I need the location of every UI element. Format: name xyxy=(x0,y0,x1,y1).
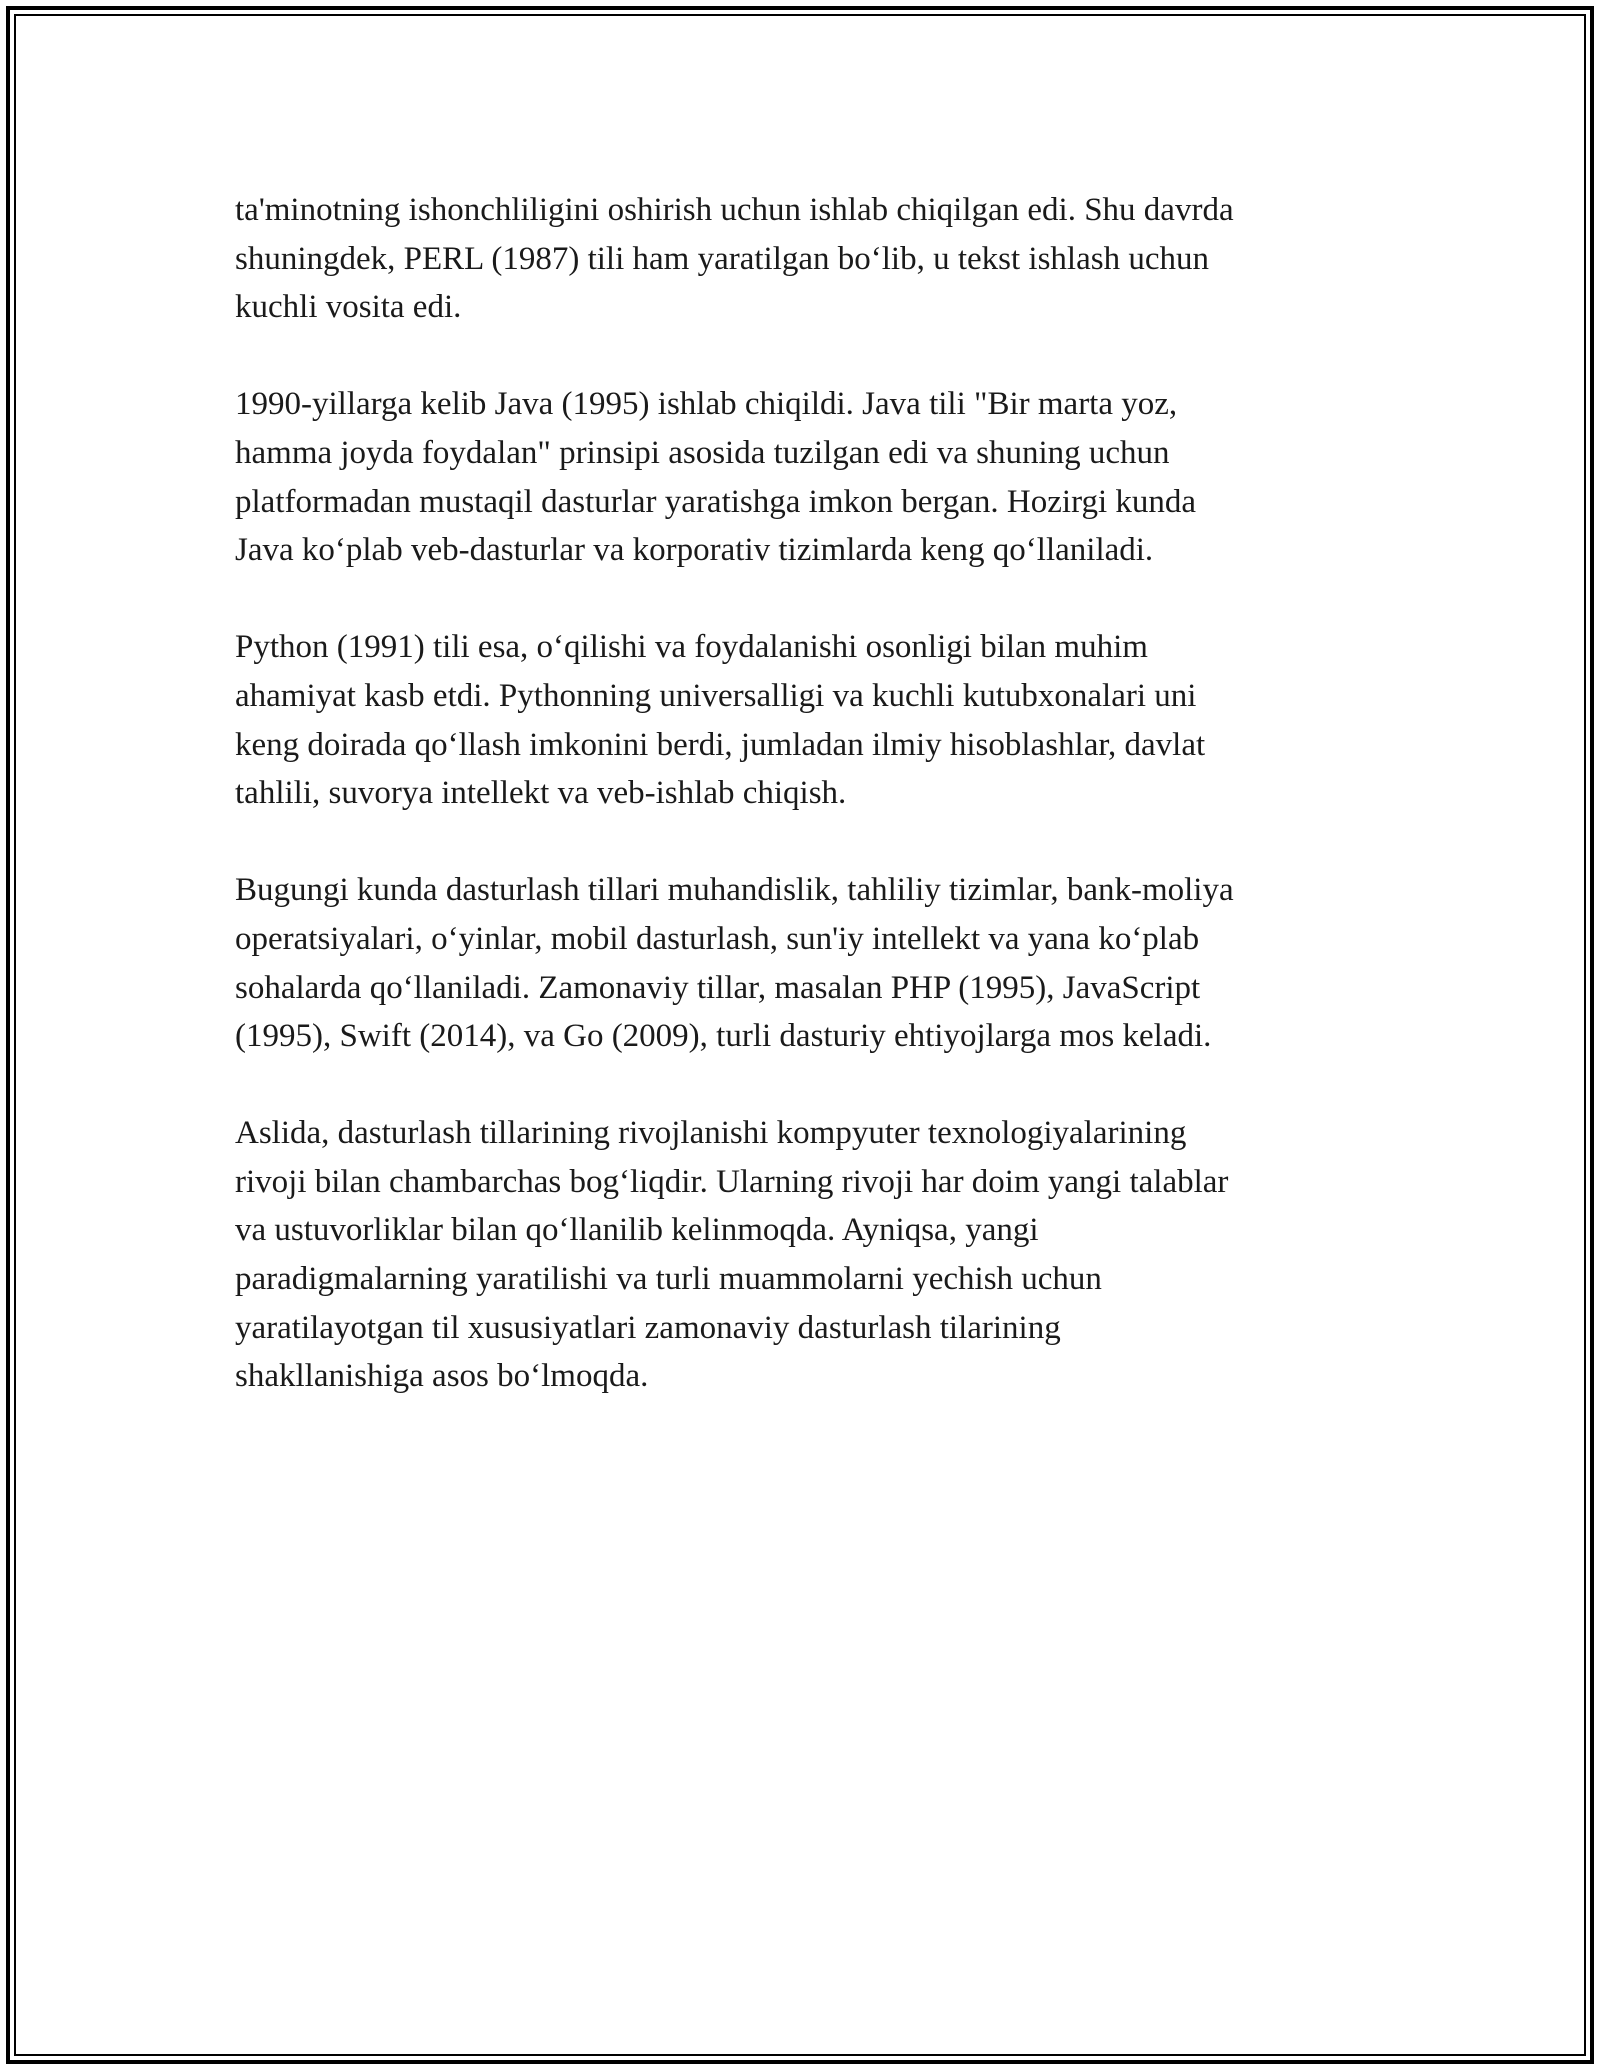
text-line: (1995), Swift (2014), va Go (2009), turli dasturiy ehtiyojlarga mos keladi. xyxy=(235,1018,1212,1055)
text-line: hamma joyda foydalan" prinsipi asosida tuzilgan edi va shuning uchun xyxy=(235,434,1170,471)
text-line: ta'minotning ishonchliligini oshirish uchun ishlab chiqilgan edi. Shu davrda xyxy=(235,192,1234,228)
text-line: paradigmalarning yaratilishi va turli muammolarni yechish uchun xyxy=(235,1261,1102,1298)
text-line: sohalarda qo‘llaniladi. Zamonaviy tillar, masalan PHP (1995), JavaScript xyxy=(235,969,1201,1006)
text-line: yaratilayotgan til xususiyatlari zamonaviy dasturlash tilarining xyxy=(235,1309,1061,1346)
text-line: rivoji bilan chambarchas bog‘liqdir. Ularning rivoji har doim yangi talablar xyxy=(235,1163,1229,1200)
paragraph-4 xyxy=(235,866,1365,1060)
text-line: Aslida, dasturlash tillarining rivojlanishi kompyuter texnologiyalarining xyxy=(235,1115,1187,1152)
paragraph-5 xyxy=(235,1109,1365,1401)
text-line: kuchli vosita edi. xyxy=(235,289,462,326)
text-line: shuningdek, PERL (1987) tili ham yaratilgan bo‘lib, u tekst ishlash uchun xyxy=(235,240,1209,277)
text-line: shakllanishiga asos bo‘lmoqda. xyxy=(235,1358,649,1395)
paragraph-3 xyxy=(235,623,1365,817)
text-line: keng doirada qo‘llash imkonini berdi, jumladan ilmiy hisoblashlar, davlat xyxy=(235,726,1206,763)
document-body xyxy=(235,186,1365,1449)
text-line: Python (1991) tili esa, o‘qilishi va foydalanishi osonligi bilan muhim xyxy=(235,629,1148,666)
text-line: platformadan mustaqil dasturlar yaratishga imkon bergan. Hozirgi kunda xyxy=(235,483,1197,520)
text-line: 1990-yillarga kelib Java (1995) ishlab chiqildi. Java tili "Bir marta yoz, xyxy=(235,386,1178,423)
text-line: va ustuvorliklar bilan qo‘llanilib kelinmoqda. Ayniqsa, yangi xyxy=(235,1212,1039,1249)
paragraph-2 xyxy=(235,380,1365,574)
text-line: Java ko‘plab veb-dasturlar va korporativ tizimlarda keng qo‘llaniladi. xyxy=(235,532,1154,569)
text-line: ahamiyat kasb etdi. Pythonning universalligi va kuchli kutubxonalari uni xyxy=(235,677,1197,714)
paragraph-1 xyxy=(235,186,1365,332)
text-line: operatsiyalari, o‘yinlar, mobil dasturlash, sun'iy intellekt va yana ko‘plab xyxy=(235,920,1200,957)
text-line: tahlili, suvorya intellekt va veb-ishlab chiqish. xyxy=(235,775,847,812)
text-line: Bugungi kunda dasturlash tillari muhandislik, tahliliy tizimlar, bank-moliya xyxy=(235,872,1234,909)
